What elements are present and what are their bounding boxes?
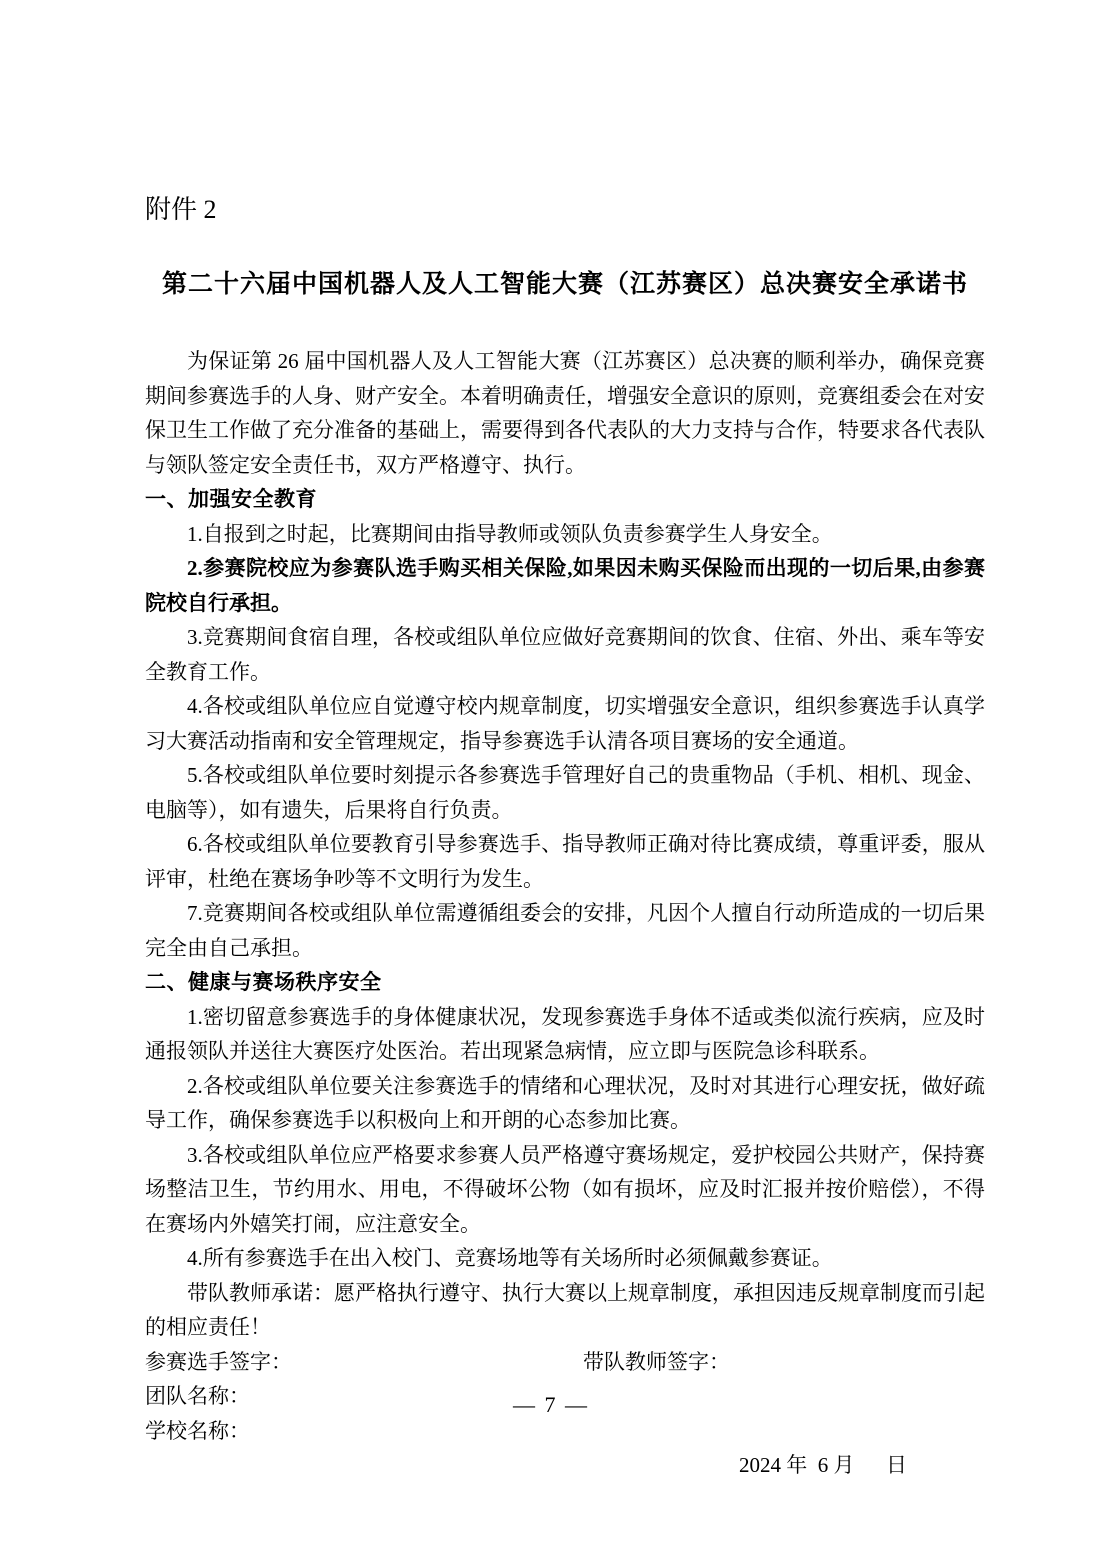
section1-item-6: 6.各校或组队单位要教育引导参赛选手、指导教师正确对待比赛成绩，尊重评委，服从评审，杜绝在赛场争吵等不文明行为发生。 xyxy=(145,832,985,891)
section1-item-4: 4.各校或组队单位应自觉遵守校内规章制度，切实增强安全意识，组织参赛选手认真学习大赛活动指南和安全管理规定，指导参赛选手认清各项目赛场的安全通道。 xyxy=(145,694,985,753)
section2-item-1: 1.密切留意参赛选手的身体健康状况，发现参赛选手身体不适或类似流行疾病，应及时通报领队并送往大赛医疗处医治。若出现紧急病情，应立即与医院急诊科联系。 xyxy=(145,1004,985,1063)
teacher-signature-label: 带队教师签字： xyxy=(583,1349,730,1374)
team-name-label: 团队名称： xyxy=(145,1384,250,1408)
teacher-promise: 带队教师承诺：愿严格执行遵守、执行大赛以上规章制度，承担因违反规章制度而引起的相应责任！ xyxy=(145,1280,985,1339)
intro-paragraph: 为保证第 26 届中国机器人及人工智能大赛（江苏赛区）总决赛的顺利举办，确保竞赛期间参赛选手的人身、财产安全。本着明确责任，增强安全意识的原则，竞赛组委会在对安保卫生工作做了充分准备的基础上，需要得到各代表队的大力支持与合作，特要求各代表队与领队签定安全责任书，双方严格遵守、执行。 xyxy=(145,349,985,477)
section1-item-5: 5.各校或组队单位要时刻提示各参赛选手管理好自己的贵重物品（手机、相机、现金、电脑等），如有遗失，后果将自行负责。 xyxy=(145,763,985,822)
section1-item-2: 2.参赛院校应为参赛队选手购买相关保险,如果因未购买保险而出现的一切后果,由参赛院校自行承担。 xyxy=(145,556,985,615)
section1-item-1: 1.自报到之时起，比赛期间由指导教师或领队负责参赛学生人身安全。 xyxy=(187,521,833,546)
section1-item-7: 7.竞赛期间各校或组队单位需遵循组委会的安排，凡因个人擅自行动所造成的一切后果完全由自己承担。 xyxy=(145,901,985,960)
attachment-label: 附件 2 xyxy=(145,195,217,224)
date-line: 2024 年 6 月 日 xyxy=(739,1453,907,1477)
page-number: — 7 — xyxy=(513,1392,589,1417)
section1-item-3: 3.竞赛期间食宿自理，各校或组队单位应做好竞赛期间的饮食、住宿、外出、乘车等安全教育工作。 xyxy=(145,625,985,684)
signature-row xyxy=(145,1345,985,1380)
section2-item-2: 2.各校或组队单位要关注参赛选手的情绪和心理状况，及时对其进行心理安抚，做好疏导工作，确保参赛选手以积极向上和开朗的心态参加比赛。 xyxy=(145,1073,985,1132)
section1-heading: 一、加强安全教育 xyxy=(145,487,317,511)
section2-item-4: 4.所有参赛选手在出入校门、竞赛场地等有关场所时必须佩戴参赛证。 xyxy=(187,1246,833,1270)
player-signature-label: 参赛选手签字： xyxy=(145,1349,292,1374)
section2-heading: 二、健康与赛场秩序安全 xyxy=(145,970,382,994)
document-title: 第二十六届中国机器人及人工智能大赛（江苏赛区）总决赛安全承诺书 xyxy=(161,271,968,298)
section2-item-3: 3.各校或组队单位应严格要求参赛人员严格遵守赛场规定，爱护校园公共财产，保持赛场整洁卫生，节约用水、用电，不得破坏公物（如有损坏，应及时汇报并按价赔偿），不得在赛场内外嬉笑打闹，应注意安全。 xyxy=(145,1142,985,1236)
document-body xyxy=(145,344,985,1483)
school-name-label: 学校名称： xyxy=(145,1418,250,1443)
